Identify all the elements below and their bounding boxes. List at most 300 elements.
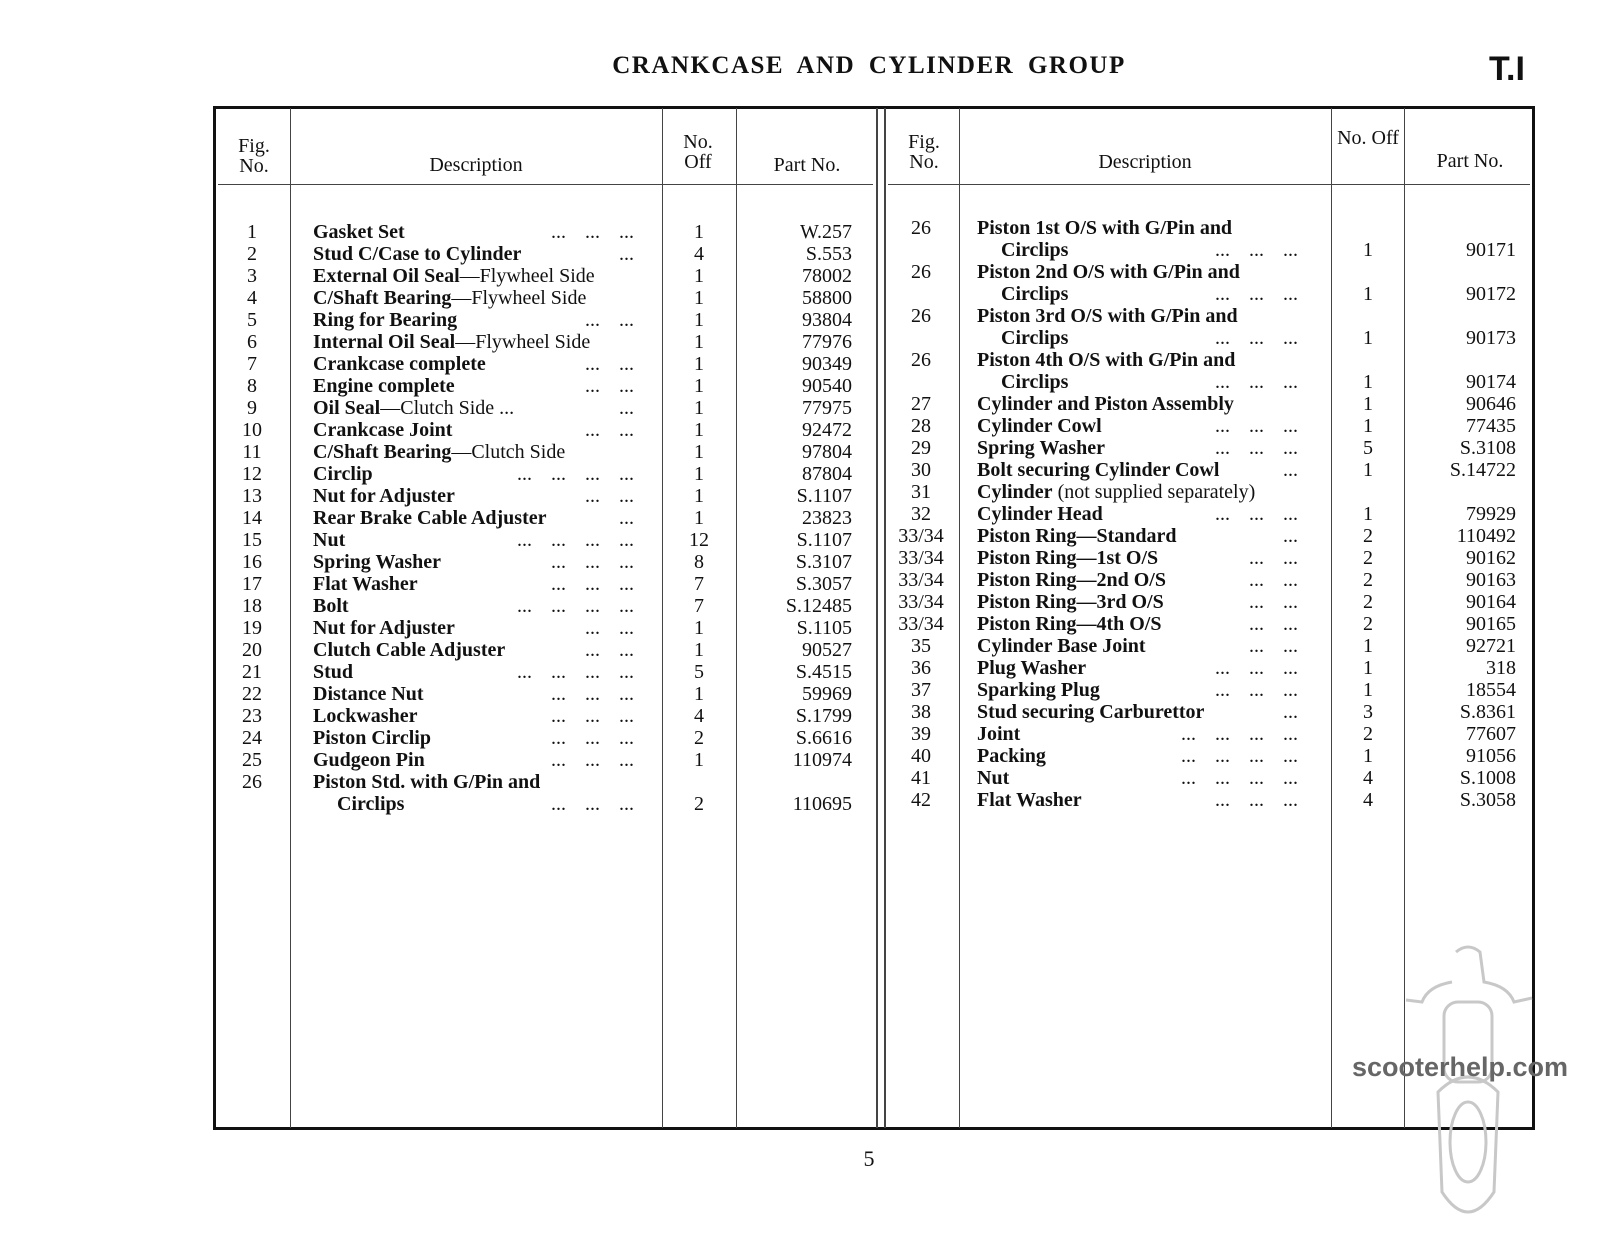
description-bold: Flat Washer [977, 789, 1082, 811]
header-underline [218, 184, 873, 185]
part-description [1001, 239, 1068, 261]
fig-number: 39 [911, 723, 931, 745]
description-bold: Stud [313, 661, 354, 683]
quantity: 1 [694, 353, 704, 375]
description-bold: Bolt [313, 595, 349, 617]
leader-dots: ... ... [585, 353, 634, 375]
description-bold: Packing [977, 745, 1046, 767]
leader-dots: ... ... ... ... [517, 463, 634, 485]
description-bold: Piston Ring—2nd O/S [977, 569, 1166, 591]
leader-dots: ... ... ... [1215, 679, 1298, 701]
header-fig-no-left: Fig. No. [238, 135, 270, 177]
part-description [313, 221, 405, 243]
part-number: 90646 [1466, 393, 1516, 415]
fig-number: 29 [911, 437, 931, 459]
description-plain: —Flywheel Side [451, 287, 587, 309]
fig-number: 30 [911, 459, 931, 481]
description-bold: Crankcase Joint [313, 419, 453, 441]
description-bold: Piston Circlip [313, 727, 431, 749]
fig-number: 23 [242, 705, 262, 727]
part-number: 90163 [1466, 569, 1516, 591]
header-underline [888, 184, 1530, 185]
description-bold: Piston Ring—1st O/S [977, 547, 1159, 569]
fig-number: 25 [242, 749, 262, 771]
quantity: 2 [1363, 569, 1373, 591]
part-number: S.14722 [1449, 459, 1516, 481]
description-bold: Engine complete [313, 375, 455, 397]
leader-dots: ... ... ... [551, 683, 634, 705]
fig-number: 33/34 [898, 591, 944, 613]
leader-dots: ... ... ... [1215, 371, 1298, 393]
quantity: 1 [694, 463, 704, 485]
description-bold: C/Shaft Bearing [313, 287, 452, 309]
fig-number: 5 [247, 309, 257, 331]
description-bold: Piston 1st O/S with G/Pin and [977, 217, 1233, 239]
part-description [313, 441, 565, 463]
column-divider [884, 108, 886, 1128]
fig-number: 40 [911, 745, 931, 767]
fig-number: 38 [911, 701, 931, 723]
watermark-text: scooterhelp.com [1352, 1052, 1569, 1082]
fig-number: 2 [247, 243, 257, 265]
description-bold: Spring Washer [977, 437, 1105, 459]
fig-number: 12 [242, 463, 262, 485]
quantity: 1 [1363, 635, 1373, 657]
fig-number: 19 [242, 617, 262, 639]
leader-dots: ... [619, 397, 634, 419]
description-bold: Piston 4th O/S with G/Pin and [977, 349, 1236, 371]
fig-number: 8 [247, 375, 257, 397]
column-divider [290, 108, 291, 1128]
leader-dots: ... ... ... [551, 573, 634, 595]
part-description [313, 683, 424, 705]
part-description [313, 595, 349, 617]
quantity: 1 [694, 639, 704, 661]
quantity: 1 [694, 441, 704, 463]
fig-number: 13 [242, 485, 262, 507]
fig-number: 3 [247, 265, 257, 287]
column-divider [736, 108, 737, 1128]
part-number: 18554 [1466, 679, 1516, 701]
leader-dots: ... [619, 243, 634, 265]
part-number: S.3057 [795, 573, 852, 595]
leader-dots: ... ... ... [551, 727, 634, 749]
leader-dots: ... ... ... ... [517, 595, 634, 617]
fig-number: 22 [242, 683, 262, 705]
part-number: 90172 [1466, 283, 1516, 305]
part-number: 110974 [792, 749, 852, 771]
description-bold: Bolt securing Cylinder Cowl [977, 459, 1220, 481]
quantity: 2 [1363, 613, 1373, 635]
page-title: CRANKCASE AND CYLINDER GROUP [612, 52, 1126, 79]
part-number: 92721 [1466, 635, 1516, 657]
part-number: S.6616 [795, 727, 852, 749]
part-description [1001, 283, 1068, 305]
part-description [977, 657, 1086, 679]
leader-dots: ... ... ... [1215, 327, 1298, 349]
quantity: 5 [694, 661, 704, 683]
part-description [1001, 371, 1068, 393]
description-bold: Stud securing Carburettor [977, 701, 1205, 723]
description-bold: Piston 2nd O/S with G/Pin and [977, 261, 1240, 283]
quantity: 1 [1363, 657, 1373, 679]
description-bold: Flat Washer [313, 573, 418, 595]
part-description [313, 265, 595, 287]
leader-dots: ... ... ... ... [517, 529, 634, 551]
quantity: 3 [1363, 701, 1373, 723]
description-bold: Clutch Cable Adjuster [313, 639, 506, 661]
description-bold: Cylinder and Piston Assembly [977, 393, 1234, 415]
quantity: 1 [1363, 239, 1373, 261]
leader-dots: ... ... [585, 309, 634, 331]
header-no-off-left: No. Off [683, 131, 713, 173]
column-divider [959, 108, 960, 1128]
part-description [977, 349, 1235, 371]
description-bold: Gudgeon Pin [313, 749, 425, 771]
description-bold: Cylinder Base Joint [977, 635, 1146, 657]
page-number: 5 [863, 1146, 875, 1171]
quantity: 5 [1363, 437, 1373, 459]
description-bold: Crankcase complete [313, 353, 486, 375]
part-number: S.1105 [796, 617, 852, 639]
header-part-no-right: Part No. [1436, 150, 1504, 172]
description-bold: Circlips [337, 793, 405, 815]
quantity: 1 [694, 485, 704, 507]
header-description-right: Description [1098, 151, 1192, 173]
fig-number: 7 [247, 353, 257, 375]
part-number: 93804 [802, 309, 852, 331]
part-description [1001, 327, 1068, 349]
part-number: 110492 [1456, 525, 1516, 547]
quantity: 1 [694, 683, 704, 705]
part-number: 90171 [1466, 239, 1516, 261]
fig-number: 35 [911, 635, 931, 657]
part-number: S.1008 [1459, 767, 1516, 789]
description-bold: Cylinder Head [977, 503, 1103, 525]
fig-number: 11 [242, 441, 262, 463]
quantity: 2 [1363, 525, 1373, 547]
quantity: 1 [1363, 459, 1373, 481]
fig-number: 17 [242, 573, 262, 595]
header-fig-no-right: Fig. No. [908, 131, 940, 173]
description-bold: Joint [977, 723, 1021, 745]
part-number: 90349 [802, 353, 852, 375]
fig-number: 27 [911, 393, 931, 415]
description-bold: Nut [977, 767, 1010, 789]
header-no-off-right: No. Off [1337, 127, 1399, 149]
part-number: 97804 [802, 441, 852, 463]
fig-number: 36 [911, 657, 931, 679]
leader-dots: ... ... [585, 419, 634, 441]
quantity: 2 [694, 793, 704, 815]
part-number: 78002 [802, 265, 852, 287]
description-bold: Nut for Adjuster [313, 485, 455, 507]
fig-number: 26 [242, 771, 262, 793]
part-description [977, 261, 1240, 283]
description-plain: —Clutch Side [451, 441, 566, 463]
description-bold: Circlips [1001, 283, 1069, 305]
description-bold: Distance Nut [313, 683, 424, 705]
quantity: 1 [694, 419, 704, 441]
description-bold: Gasket Set [313, 221, 405, 243]
fig-number: 24 [242, 727, 262, 749]
description-bold: Spring Washer [313, 551, 441, 573]
description-bold: Circlips [1001, 371, 1069, 393]
leader-dots: ... ... ... [1215, 789, 1298, 811]
leader-dots: ... [1283, 459, 1298, 481]
description-bold: Piston Ring—3rd O/S [977, 591, 1164, 613]
part-number: 23823 [802, 507, 852, 529]
header-part-no-left: Part No. [773, 154, 841, 176]
quantity: 4 [694, 705, 704, 727]
description-bold: Nut [313, 529, 346, 551]
fig-number: 4 [247, 287, 257, 309]
part-number: 59969 [802, 683, 852, 705]
quantity: 1 [694, 265, 704, 287]
part-number: 77435 [1466, 415, 1516, 437]
description-bold: Plug Washer [977, 657, 1087, 679]
fig-number: 31 [911, 481, 931, 503]
quantity: 1 [1363, 679, 1373, 701]
leader-dots: ... ... ... [1215, 503, 1298, 525]
leader-dots: ... ... [585, 375, 634, 397]
fig-number: 33/34 [898, 613, 944, 635]
fig-number: 26 [911, 305, 931, 327]
part-description [313, 749, 425, 771]
description-plain: —Flywheel Side [459, 265, 595, 287]
fig-number: 32 [911, 503, 931, 525]
quantity: 1 [1363, 503, 1373, 525]
column-divider [1331, 108, 1332, 1128]
leader-dots: ... [619, 507, 634, 529]
fig-number: 9 [247, 397, 257, 419]
fig-number: 15 [242, 529, 262, 551]
part-number: 77975 [802, 397, 852, 419]
description-bold: Stud C/Case to Cylinder [313, 243, 522, 265]
quantity: 4 [1363, 789, 1373, 811]
part-description [313, 463, 373, 485]
part-number: S.3107 [795, 551, 852, 573]
leader-dots: ... ... ... [551, 793, 634, 815]
part-number: 90527 [802, 639, 852, 661]
part-description [313, 573, 418, 595]
quantity: 1 [694, 221, 704, 243]
part-number: 90173 [1466, 327, 1516, 349]
part-number: 77976 [802, 331, 852, 353]
quantity: 4 [694, 243, 704, 265]
section-code: T.I [1489, 50, 1525, 88]
quantity: 1 [694, 309, 704, 331]
part-number: 58800 [802, 287, 852, 309]
description-bold: Rear Brake Cable Adjuster [313, 507, 547, 529]
quantity: 1 [694, 617, 704, 639]
quantity: 1 [1363, 283, 1373, 305]
description-bold: Nut for Adjuster [313, 617, 455, 639]
fig-number: 28 [911, 415, 931, 437]
fig-number: 26 [911, 349, 931, 371]
part-number: 92472 [802, 419, 852, 441]
quantity: 1 [1363, 393, 1373, 415]
description-bold: Piston Ring—4th O/S [977, 613, 1162, 635]
part-number: 90164 [1466, 591, 1516, 613]
fig-number: 37 [911, 679, 931, 701]
description-bold: Internal Oil Seal [313, 331, 456, 353]
fig-number: 20 [242, 639, 262, 661]
leader-dots: ... ... ... [551, 749, 634, 771]
leader-dots: ... ... [585, 485, 634, 507]
part-description [977, 767, 1009, 789]
quantity: 7 [694, 595, 704, 617]
description-bold: External Oil Seal [313, 265, 460, 287]
quantity: 2 [1363, 547, 1373, 569]
fig-number: 26 [911, 217, 931, 239]
description-bold: Cylinder [977, 481, 1053, 503]
part-number: S.1799 [795, 705, 852, 727]
header-description-left: Description [429, 154, 523, 176]
leader-dots: ... ... [585, 617, 634, 639]
leader-dots: ... ... ... [1215, 657, 1298, 679]
fig-number: 33/34 [898, 525, 944, 547]
description-plain: (not supplied separately) [1052, 481, 1256, 503]
part-number: 87804 [802, 463, 852, 485]
description-bold: Piston Ring—Standard [977, 525, 1177, 547]
fig-number: 10 [242, 419, 262, 441]
part-number: 90174 [1466, 371, 1516, 393]
quantity: 1 [694, 287, 704, 309]
leader-dots: ... ... ... [1215, 283, 1298, 305]
part-number: 90162 [1466, 547, 1516, 569]
part-description [313, 771, 540, 793]
description-bold: Sparking Plug [977, 679, 1100, 701]
leader-dots: ... ... ... [551, 705, 634, 727]
part-number: 90540 [802, 375, 852, 397]
part-number: S.1107 [796, 485, 852, 507]
leader-dots: ... ... ... [551, 551, 634, 573]
fig-number: 14 [242, 507, 262, 529]
quantity: 1 [694, 375, 704, 397]
quantity: 1 [1363, 745, 1373, 767]
scooter-watermark-icon [1398, 942, 1548, 1232]
part-number: 77607 [1466, 723, 1516, 745]
quantity: 2 [694, 727, 704, 749]
column-divider [662, 108, 663, 1128]
part-number: 79929 [1466, 503, 1516, 525]
fig-number: 16 [242, 551, 262, 573]
quantity: 1 [694, 507, 704, 529]
part-number: 91056 [1466, 745, 1516, 767]
quantity: 2 [1363, 723, 1373, 745]
leader-dots: ... ... ... [551, 221, 634, 243]
part-number: S.4515 [795, 661, 852, 683]
leader-dots: ... ... ... ... [1181, 723, 1298, 745]
quantity: 7 [694, 573, 704, 595]
description-bold: Circlips [1001, 327, 1069, 349]
part-description [977, 789, 1082, 811]
leader-dots: ... [1283, 701, 1298, 723]
part-number: 318 [1486, 657, 1516, 679]
part-number: S.553 [805, 243, 852, 265]
quantity: 1 [1363, 371, 1373, 393]
leader-dots: ... ... [1249, 591, 1298, 613]
fig-number: 33/34 [898, 569, 944, 591]
part-number: S.8361 [1459, 701, 1516, 723]
quantity: 1 [1363, 415, 1373, 437]
fig-number: 41 [911, 767, 931, 789]
description-bold: Ring for Bearing [313, 309, 458, 331]
description-bold: C/Shaft Bearing [313, 441, 452, 463]
description-plain: —Flywheel Side [455, 331, 591, 353]
leader-dots: ... ... [1249, 635, 1298, 657]
description-bold: Circlip [313, 463, 373, 485]
quantity: 1 [694, 397, 704, 419]
quantity: 12 [689, 529, 709, 551]
part-description [313, 287, 586, 309]
leader-dots: ... ... [585, 639, 634, 661]
leader-dots: ... ... ... [1215, 239, 1298, 261]
part-description [977, 217, 1232, 239]
leader-dots: ... ... ... [1215, 437, 1298, 459]
part-description [977, 745, 1046, 767]
quantity: 2 [1363, 591, 1373, 613]
description-bold: Lockwasher [313, 705, 418, 727]
fig-number: 33/34 [898, 547, 944, 569]
fig-number: 1 [247, 221, 257, 243]
leader-dots: ... [1283, 525, 1298, 547]
part-description [313, 661, 353, 683]
part-number: W.257 [799, 221, 852, 243]
leader-dots: ... ... [1249, 613, 1298, 635]
part-number: S.3108 [1459, 437, 1516, 459]
quantity: 1 [694, 331, 704, 353]
description-bold: Oil Seal [313, 397, 381, 419]
quantity: 4 [1363, 767, 1373, 789]
quantity: 1 [1363, 327, 1373, 349]
part-description [977, 723, 1020, 745]
part-number: S.1107 [796, 529, 852, 551]
leader-dots: ... ... ... [1215, 415, 1298, 437]
leader-dots: ... ... ... ... [517, 661, 634, 683]
description-plain: —Clutch Side ... [380, 397, 515, 419]
leader-dots: ... ... ... ... [1181, 745, 1298, 767]
quantity: 8 [694, 551, 704, 573]
part-description [313, 529, 345, 551]
column-divider [876, 108, 878, 1128]
part-number: 90165 [1466, 613, 1516, 635]
fig-number: 18 [242, 595, 262, 617]
description-bold: Piston 3rd O/S with G/Pin and [977, 305, 1238, 327]
part-description [313, 705, 417, 727]
part-description [313, 331, 590, 353]
description-bold: Cylinder Cowl [977, 415, 1102, 437]
part-description [977, 305, 1238, 327]
part-description [977, 481, 1255, 503]
part-number: S.12485 [785, 595, 852, 617]
part-number: S.3058 [1459, 789, 1516, 811]
part-description [977, 393, 1234, 415]
description-bold: Circlips [1001, 239, 1069, 261]
leader-dots: ... ... [1249, 569, 1298, 591]
fig-number: 26 [911, 261, 931, 283]
description-bold: Piston Std. with G/Pin and [313, 771, 541, 793]
quantity: 1 [694, 749, 704, 771]
fig-number: 6 [247, 331, 257, 353]
part-description [337, 793, 404, 815]
part-number: 110695 [792, 793, 852, 815]
leader-dots: ... ... [1249, 547, 1298, 569]
fig-number: 21 [242, 661, 262, 683]
fig-number: 42 [911, 789, 931, 811]
leader-dots: ... ... ... ... [1181, 767, 1298, 789]
